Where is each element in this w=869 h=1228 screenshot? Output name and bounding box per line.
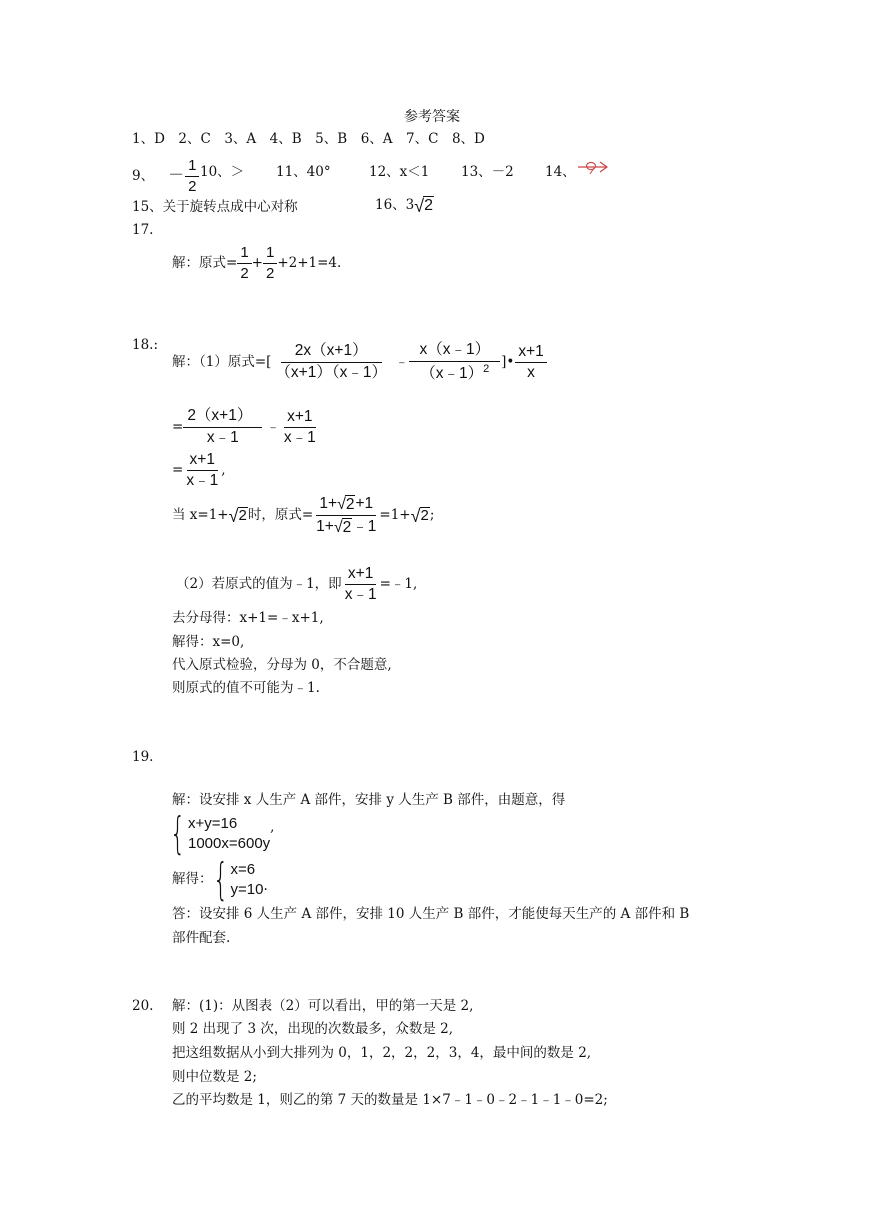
q18-term1-den: （x+1）（x﹣1）	[275, 364, 387, 382]
q17-plus: +	[251, 254, 263, 271]
q19-sol-x: x=6	[230, 860, 256, 878]
q17-tail: +2+1=4.	[277, 254, 342, 271]
q19-sol-y: y=10	[230, 881, 264, 898]
q17-frac-2-num: 1	[263, 245, 277, 264]
q19-system-brace	[170, 808, 271, 859]
q9-sign: －	[168, 167, 185, 185]
q18-step3-frac-num: x+1	[187, 452, 218, 471]
q18-step2-frac-b-den: x﹣1	[283, 428, 316, 446]
q18-term2-num: x（x﹣1）	[409, 342, 500, 362]
q18-part2-lead: （2）若原式的值为﹣1，即	[176, 576, 342, 593]
q18-part2-tail: =﹣1,	[379, 576, 418, 593]
q18-value-den-sqrt	[334, 518, 352, 536]
q19-solution-brace	[212, 854, 264, 905]
q18-line-d: 则原式的值不可能为﹣1.	[172, 680, 320, 696]
q19-solution-tail: .	[263, 878, 268, 895]
q18-substitution	[172, 495, 434, 536]
sqrt-icon: √	[337, 496, 346, 514]
q19-line1: 解：设安排 x 人生产 A 部件，安排 y 人生产 B 部件，由题意，得	[172, 792, 566, 808]
q12-answer: 12、x＜1	[369, 164, 430, 180]
q9-fraction	[185, 158, 199, 195]
q18-value-den-b: ﹣1	[352, 517, 377, 535]
sqrt-icon: √	[333, 519, 343, 537]
q20-line3: 把这组数据从小到大排列为 0，1，2，2，2，3，4，最中间的数是 2,	[172, 1045, 592, 1061]
q18-step2-frac-b-num: x+1	[284, 409, 315, 428]
q18-number: 18.:	[132, 337, 159, 353]
q14-answer: 14、	[545, 164, 576, 180]
q18-value-num-radicand: 2	[345, 496, 355, 513]
q19-answer-line1: 答：设安排 6 人生产 A 部件，安排 10 人生产 B 部件，才能使每天生产的 A 部件和 B	[172, 906, 690, 922]
sqrt-icon: √	[410, 505, 421, 526]
q11-answer: 11、40°	[276, 164, 331, 180]
q17-frac-2-den: 2	[265, 264, 275, 282]
q18-step2	[172, 408, 320, 447]
q20-line1: 解：(1)：从图表（2）可以看出，甲的第一天是 2,	[172, 998, 474, 1014]
q19-answer-line2: 部件配套.	[172, 930, 231, 946]
q18-part2-frac-num: x+1	[345, 566, 376, 585]
q16-radicand: 2	[424, 197, 434, 214]
q15-answer: 15、关于旋转点成中心对称	[132, 199, 298, 215]
q18-value-num-a: 1+	[319, 494, 338, 512]
q18-when-sqrt	[229, 507, 248, 525]
q18-term2	[409, 342, 500, 383]
q18-line-a: 去分母得：x+1=﹣x+1,	[172, 610, 324, 626]
q18-when-mid: 时，原式=	[247, 506, 314, 523]
q18-value-num-sqrt	[337, 495, 355, 513]
sqrt-icon: √	[414, 195, 425, 216]
q18-value-den-radicand: 2	[342, 519, 352, 537]
q18-value-tail: ;	[429, 506, 435, 523]
q16-answer	[375, 196, 434, 215]
q18-step3-lead: =	[172, 462, 184, 479]
q17-frac-1-den: 2	[240, 264, 249, 282]
q18-part2-frac	[342, 566, 380, 604]
q18-minus: ﹣	[394, 353, 409, 370]
q18-line-b: 解得：x=0,	[172, 634, 245, 650]
q19-solution-system	[172, 854, 268, 905]
mc-answers: 1、D 2、C 3、A 4、B 5、B 6、A 7、C 8、D	[132, 131, 485, 147]
q9-answer	[132, 158, 200, 195]
q18-step3-frac	[183, 452, 221, 490]
q18-part2-frac-den: x﹣1	[344, 586, 377, 604]
q20-line5: 乙的平均数是 1，则乙的第 7 天的数量是 1×7﹣1﹣0﹣2﹣1﹣1﹣0=2;	[172, 1092, 608, 1108]
sqrt-icon: √	[228, 505, 239, 526]
q13-answer: 13、－2	[461, 164, 514, 180]
q20-line4: 则中位数是 2;	[172, 1069, 257, 1085]
q18-line-c: 代入原式检验，分母为 0，不合题意,	[172, 657, 392, 673]
q10-answer: 10、＞	[200, 164, 245, 180]
q18-value-frac-den	[313, 516, 379, 536]
q18-part1-expression	[172, 342, 548, 383]
q17-frac-1	[237, 245, 251, 282]
q18-value-eq: =1+	[379, 506, 411, 523]
q18-when-lead: 当 x=1+	[172, 506, 229, 523]
q18-close: ]•	[501, 353, 515, 370]
q18-term2-exp: 2	[483, 363, 490, 376]
q18-step3	[172, 452, 225, 490]
q17-frac-2	[263, 245, 277, 282]
q17-frac-1-num: 1	[237, 245, 251, 264]
q18-step2-frac-a-den: x﹣1	[206, 429, 239, 447]
q18-step2-frac-b	[281, 409, 319, 447]
q18-part1-lead: 解：（1）原式=[	[172, 353, 272, 370]
q19-system-tail: ,	[270, 819, 275, 836]
q18-result-sqrt	[411, 507, 430, 525]
q18-value-frac-num	[316, 495, 376, 516]
q20-number: 20.	[132, 998, 154, 1014]
q18-step3-frac-den: x﹣1	[186, 472, 219, 490]
q18-term2-den	[417, 362, 492, 382]
q19-solve-lead: 解得：	[172, 871, 213, 888]
q9-frac-den: 2	[188, 177, 197, 195]
q18-step2-minus: ﹣	[266, 418, 280, 435]
q17-lead: 解：原式=	[172, 254, 238, 271]
q17-number: 17.	[132, 222, 154, 238]
q18-term3-den: x	[527, 363, 535, 381]
q18-result-radicand: 2	[420, 507, 429, 525]
q18-value-den-a: 1+	[316, 517, 334, 535]
left-brace-icon: {	[212, 854, 228, 905]
q18-term3	[515, 344, 546, 382]
q18-step2-lead: =	[172, 418, 184, 435]
q19-eq2: 1000x=600y	[188, 835, 271, 852]
q19-eq1: x+y=16	[188, 814, 238, 832]
q20-line2: 则 2 出现了 3 次，出现的次数最多，众数是 2,	[172, 1021, 454, 1037]
number-line-arrow-icon	[576, 158, 610, 176]
left-brace-icon: {	[170, 808, 186, 859]
q18-term3-num: x+1	[515, 344, 546, 363]
q16-sqrt	[414, 196, 434, 215]
q16-label: 16、3	[375, 196, 415, 213]
q18-step3-tail: ,	[221, 462, 226, 479]
q18-step2-frac-a	[183, 408, 262, 447]
q17-solution	[172, 245, 341, 282]
q19-number: 19.	[132, 749, 154, 765]
q9-number: 9、	[132, 167, 155, 184]
q19-equation-system	[170, 808, 275, 859]
q18-term1	[272, 343, 390, 382]
q18-term1-num: 2x（x+1）	[281, 343, 382, 363]
q18-value-num-b: +1	[355, 494, 374, 512]
q9-frac-num: 1	[185, 158, 199, 177]
q18-step2-frac-a-num: 2（x+1）	[183, 408, 262, 428]
q18-when-radicand: 2	[238, 507, 247, 525]
q18-term2-den-base: （x﹣1）	[420, 365, 484, 383]
q18-part2	[176, 566, 417, 604]
q18-value-frac	[313, 495, 379, 536]
page-title: 参考答案	[404, 109, 460, 125]
